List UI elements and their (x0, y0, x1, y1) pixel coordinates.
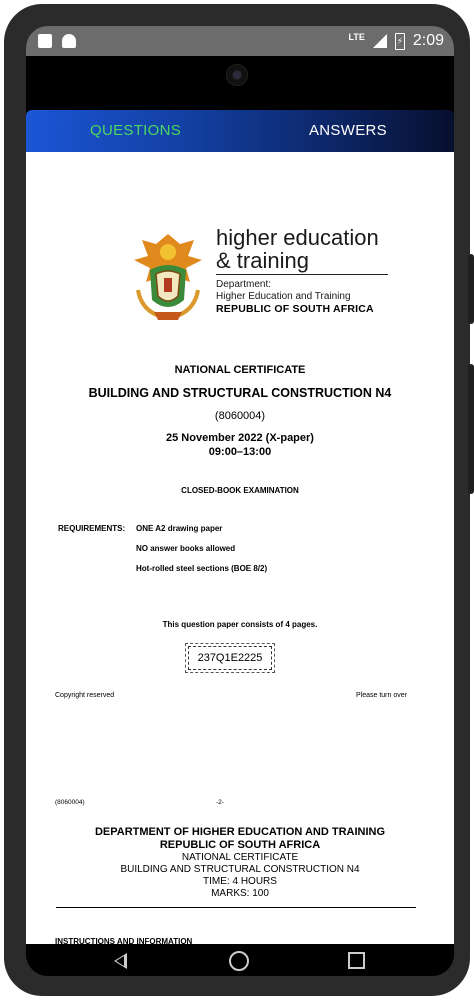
tab-bar (26, 110, 454, 152)
page2-time: TIME: 4 HOURS (203, 876, 277, 887)
status-bar (26, 26, 454, 56)
logo-line1: higher education (216, 225, 379, 250)
coat-of-arms-icon (128, 230, 208, 322)
page2-subject: BUILDING AND STRUCTURAL CONSTRUCTION N4 (120, 864, 360, 875)
signal-icon (373, 34, 387, 48)
logo-line2: & training (216, 248, 309, 273)
requirements-label: REQUIREMENTS: (58, 524, 126, 533)
tab-questions[interactable]: QUESTIONS (90, 122, 182, 139)
phone-frame (4, 4, 470, 996)
android-icon (62, 34, 76, 48)
exam-type: CLOSED-BOOK EXAMINATION (181, 486, 299, 495)
page2-marks: MARKS: 100 (211, 888, 269, 899)
network-type: LTE (348, 32, 365, 42)
divider (56, 907, 416, 908)
page2-dept: DEPARTMENT OF HIGHER EDUCATION AND TRAINING (94, 826, 386, 838)
volume-button (468, 364, 474, 494)
tab-answers[interactable]: ANSWERS (309, 122, 387, 139)
page2-code: (8060004) (55, 799, 85, 806)
screen (26, 26, 454, 976)
battery-icon: ⚡ (395, 33, 405, 50)
requirement-item: NO answer books allowed (136, 544, 236, 553)
turn-over-note: Please turn over (356, 692, 407, 699)
requirement-item: Hot-rolled steel sections (BOE 8/2) (136, 564, 268, 573)
exam-date: 25 November 2022 (X-paper) (166, 432, 314, 444)
camera-icon (226, 64, 248, 86)
home-icon[interactable] (229, 951, 249, 971)
logo-text (216, 226, 388, 316)
logo-country: REPUBLIC OF SOUTH AFRICA (216, 303, 374, 315)
instructions-heading: INSTRUCTIONS AND INFORMATION (55, 937, 193, 944)
copyright-note: Copyright reserved (55, 692, 115, 699)
logo-dept-label: Department: (216, 279, 272, 290)
back-icon[interactable] (114, 953, 127, 969)
dhet-logo (128, 226, 398, 326)
pages-note: This question paper consists of 4 pages. (162, 620, 318, 629)
cert-title: NATIONAL CERTIFICATE (174, 364, 306, 376)
page2-cert: NATIONAL CERTIFICATE (181, 852, 299, 863)
page2-rsa: REPUBLIC OF SOUTH AFRICA (159, 839, 321, 851)
status-time: 2:09 (412, 32, 444, 49)
logo-dept-name: Higher Education and Training (216, 291, 351, 302)
navigation-bar (26, 944, 454, 976)
requirement-item: ONE A2 drawing paper (136, 524, 223, 533)
status-right (349, 32, 444, 50)
power-button (468, 254, 474, 324)
gallery-icon (38, 34, 52, 48)
subject-code: (8060004) (214, 410, 266, 422)
recents-icon[interactable] (348, 952, 365, 969)
subject-title: BUILDING AND STRUCTURAL CONSTRUCTION N4 (88, 386, 392, 400)
paper-id: 237Q1E2225 (188, 646, 272, 670)
page2-number: -2- (216, 799, 224, 806)
document-viewer[interactable] (26, 152, 454, 944)
exam-time: 09:00–13:00 (208, 446, 272, 458)
logo-rule (216, 274, 388, 275)
camera-cutout (26, 56, 454, 108)
